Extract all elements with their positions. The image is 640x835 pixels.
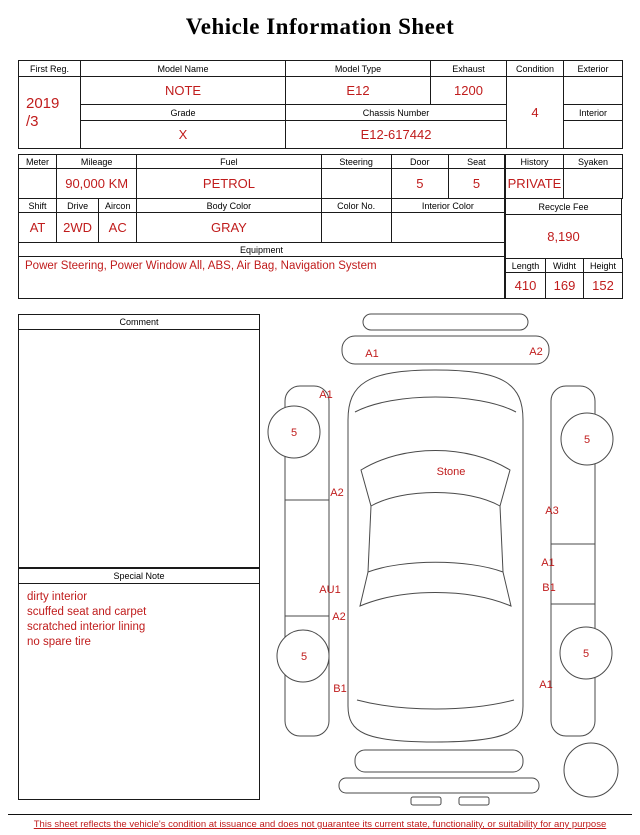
exhaust-value: 1200 xyxy=(431,77,507,105)
interior-color-label: Interior Color xyxy=(391,199,504,213)
drive-value: 2WD xyxy=(57,213,99,243)
shift-value: AT xyxy=(19,213,57,243)
meter-label: Meter xyxy=(19,155,57,169)
model-name-value: NOTE xyxy=(81,77,286,105)
spare-wheel xyxy=(564,743,618,797)
rear-plate xyxy=(411,797,441,805)
spec-row-2 xyxy=(18,198,505,243)
interior-color-value xyxy=(391,213,504,243)
exterior-label: Exterior xyxy=(564,61,623,77)
diagram-annotation: B1 xyxy=(333,683,347,695)
fuel-label: Fuel xyxy=(137,155,321,169)
syaken-label: Syaken xyxy=(564,155,623,169)
front-top-trim xyxy=(363,314,528,330)
diagram-annotation: A1 xyxy=(365,348,379,360)
diagram-annotation: A1 xyxy=(539,679,553,691)
diagram-annotation: Stone xyxy=(436,466,466,478)
history-dimensions-table xyxy=(505,154,622,299)
meter-value xyxy=(19,169,57,199)
syaken-value xyxy=(564,169,623,199)
diagram-annotation: A2 xyxy=(332,611,346,623)
special-note-line: scratched interior lining xyxy=(27,620,146,633)
rear-bumper xyxy=(355,750,523,772)
diagram-annotation: 5 xyxy=(300,651,308,663)
history-table xyxy=(505,154,623,199)
drive-label: Drive xyxy=(57,199,99,213)
diagram-annotation: A1 xyxy=(319,389,333,401)
first-reg-month: /3 xyxy=(26,112,39,130)
diagram-annotation: A2 xyxy=(529,346,543,358)
aircon-value: AC xyxy=(99,213,137,243)
mileage-value: 90,000 KM xyxy=(57,169,137,199)
height-value: 152 xyxy=(584,273,623,299)
condition-value: 4 xyxy=(507,77,564,149)
door-value: 5 xyxy=(391,169,448,199)
model-type-value: E12 xyxy=(286,77,431,105)
car-diagram xyxy=(263,308,640,810)
diagram-annotation: A1 xyxy=(541,557,555,569)
color-no-label: Color No. xyxy=(321,199,391,213)
diagram-annotation: B1 xyxy=(542,582,556,594)
chassis-number-label: Chassis Number xyxy=(286,105,507,121)
recycle-fee-label: Recycle Fee xyxy=(506,199,622,215)
roof-right-line xyxy=(500,506,503,572)
color-no-value xyxy=(321,213,391,243)
special-note-line: no spare tire xyxy=(27,635,91,648)
diagram-annotation: A3 xyxy=(545,505,559,517)
diagram-annotation: 5 xyxy=(582,648,590,660)
comment-panel xyxy=(18,314,260,568)
history-label: History xyxy=(506,155,564,169)
rear-lower-trim xyxy=(339,778,539,793)
diagram-annotation: A2 xyxy=(330,487,344,499)
spec-table xyxy=(18,154,505,299)
special-note-line: scuffed seat and carpet xyxy=(27,605,147,618)
first-reg-year: 2019 xyxy=(26,95,60,113)
fuel-value: PETROL xyxy=(137,169,321,199)
hood-line xyxy=(355,397,516,412)
aircon-label: Aircon xyxy=(99,199,137,213)
roof-left-line xyxy=(368,506,371,572)
interior-value xyxy=(564,121,623,149)
diagram-annotation: 5 xyxy=(583,434,591,446)
trunk-line xyxy=(357,700,514,709)
steering-label: Steering xyxy=(321,155,391,169)
model-type-label: Model Type xyxy=(286,61,431,77)
special-note-body xyxy=(19,584,259,656)
mileage-label: Mileage xyxy=(57,155,137,169)
comment-title: Comment xyxy=(19,315,259,330)
windshield xyxy=(361,451,510,507)
car-body-outline xyxy=(348,370,523,742)
interior-label: Interior xyxy=(564,105,623,121)
page-title: Vehicle Information Sheet xyxy=(185,14,455,39)
width-label: Widht xyxy=(546,259,584,273)
spec-row-1 xyxy=(18,154,505,199)
grade-label: Grade xyxy=(81,105,286,121)
height-label: Height xyxy=(584,259,623,273)
door-label: Door xyxy=(391,155,448,169)
grade-value: X xyxy=(81,121,286,149)
body-color-value: GRAY xyxy=(137,213,321,243)
special-note-panel xyxy=(18,568,260,800)
history-value: PRIVATE xyxy=(506,169,564,199)
equipment-value: Power Steering, Power Window All, ABS, Air Bag, Navigation System xyxy=(19,257,505,299)
steering-value xyxy=(321,169,391,199)
special-note-line: dirty interior xyxy=(27,591,88,603)
first-reg-value xyxy=(19,77,81,149)
body-color-label: Body Color xyxy=(137,199,321,213)
equipment-label: Equipment xyxy=(19,243,505,257)
equipment-table xyxy=(18,242,505,299)
recycle-fee-table xyxy=(505,198,622,259)
first-reg-label: First Reg. xyxy=(19,61,81,77)
length-label: Length xyxy=(506,259,546,273)
recycle-fee-value: 8,190 xyxy=(506,215,622,259)
comment-body xyxy=(19,330,259,342)
exhaust-label: Exhaust xyxy=(431,61,507,77)
rear-plate xyxy=(459,797,489,805)
special-note-title: Special Note xyxy=(19,569,259,584)
rear-window xyxy=(360,562,511,606)
chassis-number-value: E12-617442 xyxy=(286,121,507,149)
exterior-value xyxy=(564,77,623,105)
diagram-annotation: AU1 xyxy=(319,584,341,596)
seat-value: 5 xyxy=(448,169,504,199)
model-name-label: Model Name xyxy=(81,61,286,77)
seat-label: Seat xyxy=(448,155,504,169)
identification-table xyxy=(18,60,623,149)
width-value: 169 xyxy=(546,273,584,299)
shift-label: Shift xyxy=(19,199,57,213)
condition-label: Condition xyxy=(507,61,564,77)
disclaimer: This sheet reflects the vehicle's condition at issuance and does not guarantee its current state, functionality, or suitability for any purpose xyxy=(8,814,632,830)
diagram-annotation: 5 xyxy=(290,427,298,439)
length-value: 410 xyxy=(506,273,546,299)
dimensions-table xyxy=(505,258,623,299)
